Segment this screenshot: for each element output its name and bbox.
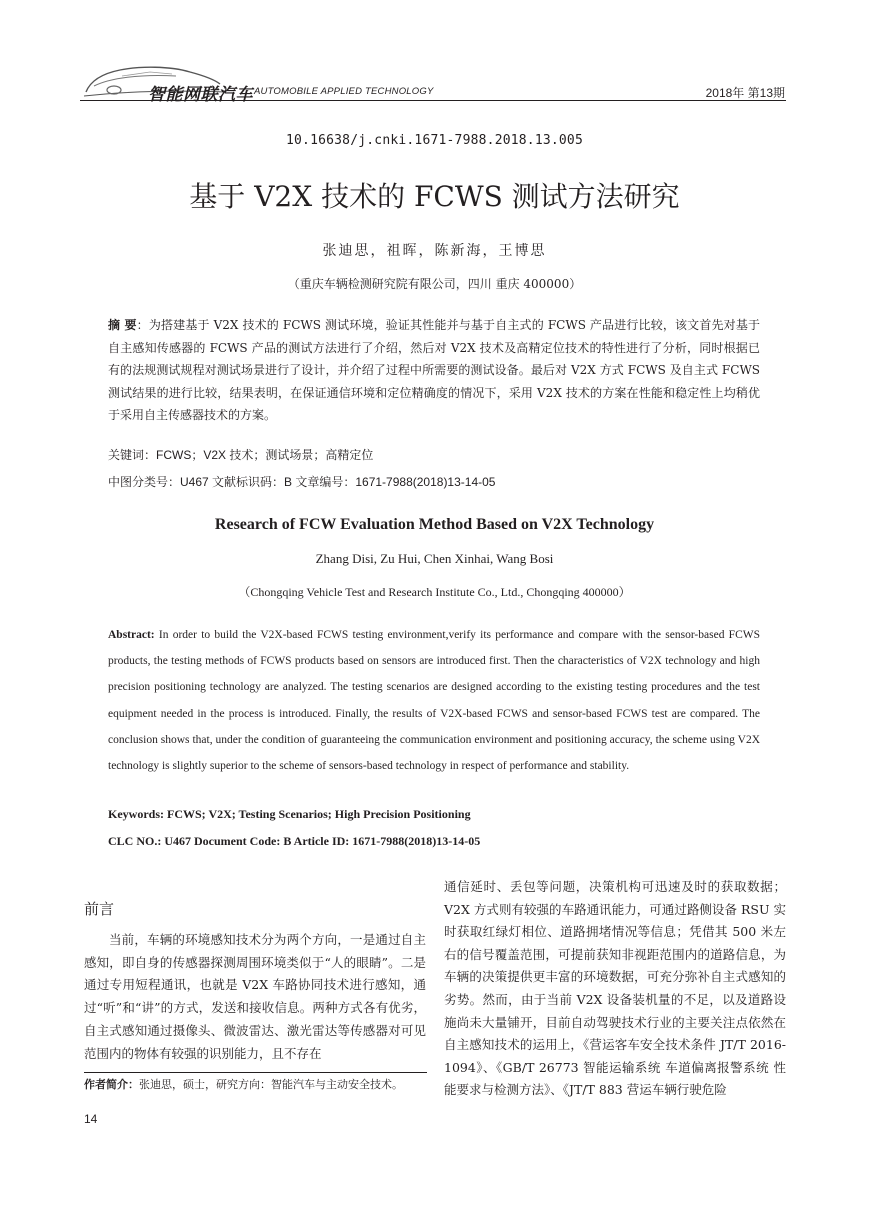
footnote-text: 张迪思，硕士，研究方向：智能汽车与主动安全技术。 — [139, 1078, 403, 1091]
issue-label: 2018年 第13期 — [705, 86, 785, 100]
journal-name-cn: 智能网联汽车 — [148, 85, 253, 104]
abstract-cn-label: 摘 要 — [108, 318, 137, 332]
footnote-label: 作者简介： — [84, 1078, 139, 1091]
body-left-column — [84, 929, 426, 1065]
clc-cn: 中图分类号：U467 文献标识码：B 文章编号：1671-7988(2018)13-14-05 — [108, 475, 496, 489]
footnote — [84, 1076, 403, 1092]
affiliation-en: （Chongqing Vehicle Test and Research Institute Co., Ltd., Chongqing 400000） — [238, 585, 631, 599]
abstract-cn-text: ：为搭建基于 V2X 技术的 FCWS 测试环境，验证其性能并与基于自主式的 FCWS 产品进行比较，该文首先对基于自主感知传感器的 FCWS 产品的测试方法进行了介绍，然后对 V2X 技术及高精定位技术的特性进行了分析，同时根据已有的法规测试规程对测试场景进行了设计，并介绍了过程中所需要的测试设备。最后对 V2X 方式 FCWS 及自主式 FCWS 测试结果的进行比较，结果表明，在保证通信环境和定位精确度的情况下，采用 V2X 技术的方案在性能和稳定性上均稍优于采用自主传感器技术的方案。 — [108, 318, 760, 423]
footnote-divider — [84, 1072, 427, 1073]
abstract-cn — [108, 314, 760, 427]
title-en: Research of FCW Evaluation Method Based on V2X Technology — [214, 516, 655, 533]
keywords-cn: 关键词：FCWS；V2X 技术；测试场景；高精定位 — [108, 448, 374, 462]
clc-en: CLC NO.: U467 Document Code: B Article ID: 1671-7988(2018)13-14-05 — [108, 834, 481, 848]
journal-name-en: AUTOMOBILE APPLIED TECHNOLOGY — [254, 86, 434, 97]
abstract-en-label: Abstract: — [108, 629, 155, 641]
body-right-paragraph: 通信延时、丢包等问题，决策机构可迅速及时的获取数据；V2X 方式则有较强的车路通讯能力，可通过路侧设备 RSU 实时获取红绿灯相位、道路拥堵情况等信息；凭借其 500 米左右的信号覆盖范围，可提前获知非视距范围内的道路信息，为车辆的决策提供更丰富的环境数据，可充分弥补自主式感知的劣势。然而，由于当前 V2X 设备装机量的不足，以及道路设施尚未大量铺开，目前自动驾驶技术行业的主要关注点依然在自主感知技术的运用上，《营运客车安全技术条件 JT/T 2016-1094》、《GB/T 26773 智能运输系统 车道偏离报警系统 性能要求与检测方法》、《JT/T 883 营运车辆行驶危险 — [444, 879, 786, 1098]
abstract-en-text: In order to build the V2X-based FCWS testing environment,verify its performance and compare with the sensor-based FCWS products, the testing methods of FCWS products based on sensors are introduced first. Then the characteristics of V2X technology and high precision positioning technology are analyzed. The testing scenarios are designed according to the existing testing procedures and the test equipment needed in the process is introduced. Finally, the results of V2X-based FCWS and sensor-based FCWS test are compared. The conclusion shows that, under the condition of guaranteeing the communication environment and positioning accuracy, the scheme using V2X technology is slightly superior to the scheme of sensors-based technology in respect of performance and stability. — [108, 629, 760, 773]
header-divider — [80, 100, 786, 101]
abstract-en — [108, 622, 760, 779]
title-cn: 基于 V2X 技术的 FCWS 测试方法研究 — [189, 180, 680, 213]
authors-cn: 张迪思，祖晖，陈新海，王博思 — [322, 243, 547, 259]
body-right-column — [444, 876, 786, 1102]
affiliation-cn: （重庆车辆检测研究院有限公司，四川 重庆 400000） — [287, 277, 582, 291]
keywords-en: Keywords: FCWS; V2X; Testing Scenarios; High Precision Positioning — [108, 807, 471, 821]
authors-en: Zhang Disi, Zu Hui, Chen Xinhai, Wang Bosi — [315, 551, 554, 566]
page-number: 14 — [84, 1112, 98, 1126]
section-title: 前言 — [84, 901, 115, 918]
body-left-paragraph: 当前，车辆的环境感知技术分为两个方向，一是通过自主感知，即自身的传感器探测周围环境类似于“人的眼睛”。二是通过专用短程通讯，也就是 V2X 车路协同技术进行感知，通过“听”和“讲”的方式，发送和接收信息。两种方式各有优劣，自主式感知通过摄像头、微波雷达、激光雷达等传感器对可见范围内的物体有较强的识别能力，且不存在 — [84, 932, 426, 1061]
doi: 10.16638/j.cnki.1671-7988.2018.13.005 — [286, 133, 583, 148]
